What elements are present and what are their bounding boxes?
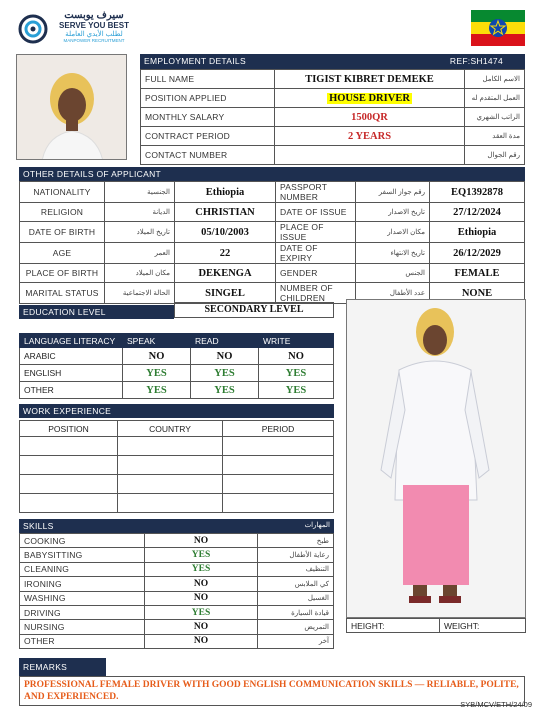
applicant-left-ar: الديانة [105,203,175,222]
applicant-row [20,203,525,222]
language-read-value: YES [191,365,259,382]
skill-name-ar: التمريض [258,620,334,634]
position-label: POSITION APPLIED [141,89,275,108]
applicant-right-label: PLACE OF ISSUE [276,222,356,243]
skill-name-ar: رعاية الأطفال [258,548,334,562]
agency-name-ar: سيرف يوبست [64,10,124,21]
applicant-left-ar: مكان الميلاد [105,264,175,283]
reference-number: REF:SH1474 [449,56,503,66]
skill-row [20,620,334,634]
applicant-left-label: DATE OF BIRTH [20,222,105,243]
applicant-left-label: NATIONALITY [20,182,105,203]
skill-name: OTHER [20,634,145,648]
applicant-left-ar: العمر [105,243,175,264]
skill-name-ar: طبخ [258,534,334,548]
applicant-left-value: DEKENGA [175,264,276,283]
skill-value: NO [145,634,258,648]
country-col-header: COUNTRY [118,421,223,437]
applicant-right-label: NUMBER OF CHILDREN [276,283,356,304]
work-header [19,404,334,418]
height-field: HEIGHT: [347,619,440,633]
language-name: ARABIC [20,348,123,365]
work-row [20,475,334,494]
ethiopia-flag-icon [471,10,525,46]
language-table [19,333,334,399]
skills-title: SKILLS [23,521,54,531]
skill-value: YES [145,548,258,562]
applicant-right-value: EQ1392878 [430,182,525,203]
skill-name-ar: آخر [258,634,334,648]
skills-table [19,533,334,649]
employment-header [140,54,525,69]
applicant-right-ar: تاريخ الانتهاء [356,243,430,264]
full-name-value: TIGIST KIBRET DEMEKE [275,70,465,89]
measurements-row [347,619,526,633]
applicant-left-ar: الحالة الاجتماعية [105,283,175,304]
language-col-header: LANGUAGE LITERACY [20,334,123,348]
skill-row [20,548,334,562]
applicant-left-value: 22 [175,243,276,264]
applicant-right-value: 27/12/2024 [430,203,525,222]
skill-value: YES [145,562,258,576]
skill-name: IRONING [20,577,145,591]
skill-row [20,591,334,605]
skill-name-ar: الغسيل [258,591,334,605]
education-value: SECONDARY LEVEL [174,302,334,318]
applicant-row [20,182,525,203]
contact-value [275,146,465,165]
applicant-left-label: AGE [20,243,105,264]
applicant-left-ar: الجنسية [105,182,175,203]
read-col-header: READ [191,334,259,348]
salary-value: 1500QR [275,108,465,127]
language-name: OTHER [20,382,123,399]
work-row [20,437,334,456]
position-value-cell [275,89,465,108]
agency-tagline-en: MANPOWER RECRUITMENT [63,38,125,43]
applicant-title: OTHER DETAILS OF APPLICANT [23,169,162,179]
applicant-right-ar: تاريخ الاصدار [356,203,430,222]
applicant-right-value: 26/12/2029 [430,243,525,264]
applicant-left-label: MARITAL STATUS [20,283,105,304]
remarks-text: PROFESSIONAL FEMALE DRIVER WITH GOOD ENGLISH COMMUNICATION SKILLS — RELIABLE, POLITE, AND EXPERIENCED. [24,680,519,702]
language-row [20,348,334,365]
education-header [19,305,174,319]
skill-row [20,605,334,619]
language-row [20,365,334,382]
contract-ar: مدة العقد [465,127,525,146]
contract-label: CONTRACT PERIOD [141,127,275,146]
skill-row [20,562,334,576]
remarks-title: REMARKS [23,662,68,672]
skill-name: DRIVING [20,605,145,619]
applicant-left-ar: تاريخ الميلاد [105,222,175,243]
language-write-value: NO [259,348,334,365]
employment-row [141,146,525,165]
applicant-right-label: DATE OF ISSUE [276,203,356,222]
speak-col-header: SPEAK [123,334,191,348]
skill-name: BABYSITTING [20,548,145,562]
agency-tagline-ar: لطلب الأيدي العاملة [65,31,123,38]
applicant-right-ar: مكان الاصدار [356,222,430,243]
applicant-right-label: PASSPORT NUMBER [276,182,356,203]
applicant-row [20,222,525,243]
remarks-box [19,676,525,706]
applicant-right-ar: الجنس [356,264,430,283]
document-code: SYB/MCV/ETH/24/09 [460,700,532,709]
applicant-right-value: NONE [430,283,525,304]
applicant-left-label: PLACE OF BIRTH [20,264,105,283]
language-row [20,382,334,399]
language-read-value: YES [191,382,259,399]
work-header-row [20,421,334,437]
skill-value: NO [145,534,258,548]
employment-row [141,70,525,89]
applicant-right-label: DATE OF EXPIRY [276,243,356,264]
employment-row [141,108,525,127]
skill-name: WASHING [20,591,145,605]
full-name-label: FULL NAME [141,70,275,89]
language-write-value: YES [259,365,334,382]
employment-table [140,69,525,165]
work-row [20,494,334,513]
work-title: WORK EXPERIENCE [23,406,112,416]
skill-name: CLEANING [20,562,145,576]
language-speak-value: NO [123,348,191,365]
logo-mark-icon [18,14,48,44]
contact-ar: رقم الجوال [465,146,525,165]
remarks-header [19,658,106,676]
measurements-table [346,618,526,633]
weight-field: WEIGHT: [440,619,526,633]
applicant-right-ar: عدد الأطفال [356,283,430,304]
language-name: ENGLISH [20,365,123,382]
skills-header [19,519,334,533]
work-table [19,420,334,513]
language-read-value: NO [191,348,259,365]
skill-value: NO [145,591,258,605]
education-title: EDUCATION LEVEL [23,307,106,317]
skill-row [20,577,334,591]
skill-value: YES [145,605,258,619]
skill-value: NO [145,577,258,591]
skill-row [20,634,334,648]
skill-name-ar: كي الملابس [258,577,334,591]
applicant-right-value: FEMALE [430,264,525,283]
applicant-right-value: Ethiopia [430,222,525,243]
language-speak-value: YES [123,382,191,399]
write-col-header: WRITE [259,334,334,348]
skill-row [20,534,334,548]
skill-name: NURSING [20,620,145,634]
agency-name-en: SERVE YOU BEST [59,21,129,30]
work-row [20,456,334,475]
full-name-ar: الاسم الكامل [465,70,525,89]
employment-title: EMPLOYMENT DETAILS [144,56,246,66]
applicant-left-value: Ethiopia [175,182,276,203]
agency-logo [18,10,128,48]
contract-value: 2 YEARS [275,127,465,146]
skill-name: COOKING [20,534,145,548]
salary-ar: الراتب الشهري [465,108,525,127]
contact-label: CONTACT NUMBER [141,146,275,165]
employment-row [141,89,525,108]
applicant-right-label: GENDER [276,264,356,283]
skills-title-ar: المهارات [304,522,330,529]
applicant-photo-small [16,54,127,160]
applicant-left-label: RELIGION [20,203,105,222]
applicant-left-value: SINGEL [175,283,276,304]
employment-row [141,127,525,146]
language-write-value: YES [259,382,334,399]
position-col-header: POSITION [20,421,118,437]
position-value: HOUSE DRIVER [329,92,410,104]
skill-name-ar: قيادة السيارة [258,605,334,619]
position-ar: العمل المتقدم له [465,89,525,108]
skill-name-ar: التنظيف [258,562,334,576]
applicant-right-ar: رقم جواز السفر [356,182,430,203]
applicant-left-value: CHRISTIAN [175,203,276,222]
skill-value: NO [145,620,258,634]
language-speak-value: YES [123,365,191,382]
salary-label: MONTHLY SALARY [141,108,275,127]
applicant-photo-full [346,299,526,618]
language-header-row [20,334,334,348]
applicant-table [19,181,525,304]
applicant-row [20,243,525,264]
period-col-header: PERIOD [223,421,334,437]
applicant-header [19,167,525,181]
applicant-left-value: 05/10/2003 [175,222,276,243]
applicant-row [20,264,525,283]
